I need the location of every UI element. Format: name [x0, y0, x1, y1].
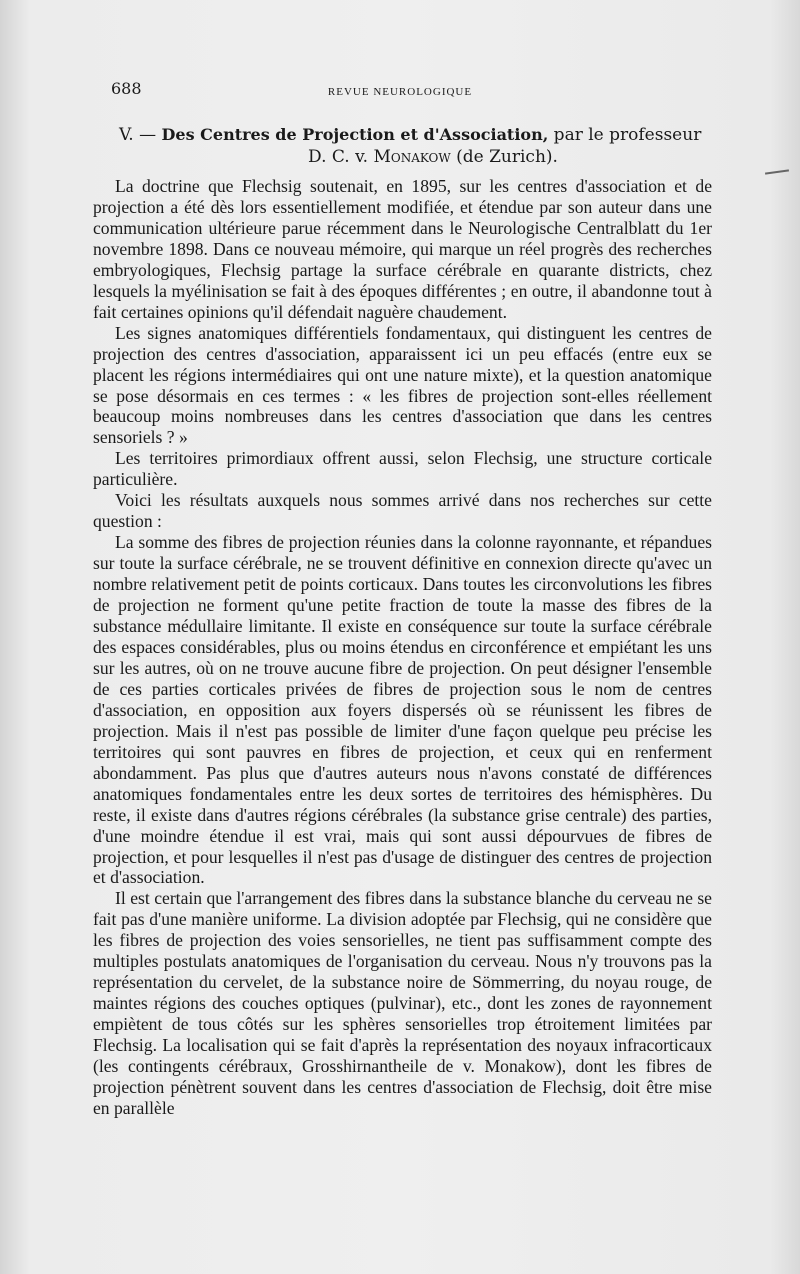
paragraph: Les signes anatomiques différentiels fondamentaux, qui distinguent les centres de projection des centres d'association, apparaissent ici un peu effacés (entre eux se placent les régions intermédiaires qui ont une nature mixte), et la question anatomique se pose désormais en ces termes : « les fibres de projection sont-elles réellement beaucoup moins nombreuses dans les centres d'association que dans les centres sensoriels ? »	[93, 322, 712, 448]
article-title	[119, 124, 739, 168]
article-title-text: Des Centres de Projection et d'Association,	[161, 125, 549, 144]
article-body	[93, 176, 712, 1119]
article-byline-pre: par le professeur	[548, 125, 702, 145]
margin-mark	[765, 169, 789, 174]
author-place: (de Zurich).	[450, 147, 558, 167]
author-name: Monakow	[373, 147, 451, 167]
page-number: 688	[111, 79, 142, 98]
paragraph: Voici les résultats auxquels nous sommes arrivé dans nos recherches sur cette question :	[93, 490, 712, 532]
paragraph: La doctrine que Flechsig soutenait, en 1895, sur les centres d'association et de projection a été dès lors essentiellement modifiée, et étendue par son auteur dans une communication ultérieure parue récemment dans le Neurologische Centralblatt du 1er novembre 1898. Dans ce nouveau mémoire, qui marque un réel progrès des recherches embryologiques, Flechsig partage la surface cérébrale en quarante districts, chez lesquels la myélinisation se fait à des époques différentes ; en outre, il abandonne tout à fait certaines opinions qu'il défendait naguère chaudement.	[93, 176, 712, 322]
author-initials: D. C. v.	[308, 147, 374, 167]
paragraph: Les territoires primordiaux offrent aussi, selon Flechsig, une structure corticale particulière.	[93, 448, 712, 490]
paragraph: La somme des fibres de projection réunies dans la colonne rayonnante, et répandues sur toute la surface cérébrale, ne se trouvent définitive en connexion directe qu'avec un nombre relativement petit de points corticaux. Dans toutes les circonvolutions les fibres de projection ne forment qu'une petite fraction de toute la masse des fibres de la substance médullaire limitante. Il existe en conséquence sur toute la surface cérébrale des espaces considérables, plus ou moins étendus en circonférence et empiétant les uns sur les autres, où on ne trouve aucune fibre de projection. On peut désigner l'ensemble de ces parties corticales privées de fibres de projection sous le nom de centres d'association, en opposition aux foyers dispersés où se réunissent les fibres de projection. Mais il n'est pas possible de limiter d'une façon quelque peu précise les territoires qui sont pauvres en fibres de projection, et ceux qui en renferment abondamment. Pas plus que d'autres auteurs nous n'avons constaté de différences anatomiques fondamentales entre les deux sortes de territoires des hémisphères. Du reste, il existe dans d'autres régions cérébrales (la substance grise centrale) des parties, d'une moindre étendue il est vrai, mais qui sont aussi dépourvues de fibres de projection, et pour lesquelles il n'est pas d'usage de distinguer des centres de projection et d'association.	[93, 532, 712, 888]
running-head: REVUE NEUROLOGIQUE	[327, 86, 473, 98]
article-author-line	[127, 146, 739, 168]
paragraph: Il est certain que l'arrangement des fibres dans la substance blanche du cerveau ne se fait pas d'une manière uniforme. La division adoptée par Flechsig, qui ne considère que les fibres de projection des voies sensorielles, ne tient pas suffisamment compte des multiples postulats anatomiques de l'organisation du cerveau. Nous n'y trouvons pas la représentation du cervelet, de la substance noire de Sömmerring, du noyau rouge, de maintes régions des couches optiques (pulvinar), etc., dont les zones de rayonnement empiètent de tous côtés sur les sphères sensorielles trop étroitement limitées par Flechsig. La localisation qui se fait d'après la représentation des noyaux infracorticaux (les contingents cérébraux, Grosshirnantheile de v. Monakow), dont les fibres de projection pénètrent souvent dans les centres d'association de Flechsig, doit être mise en parallèle	[93, 888, 712, 1118]
article-number: V. —	[119, 125, 162, 145]
